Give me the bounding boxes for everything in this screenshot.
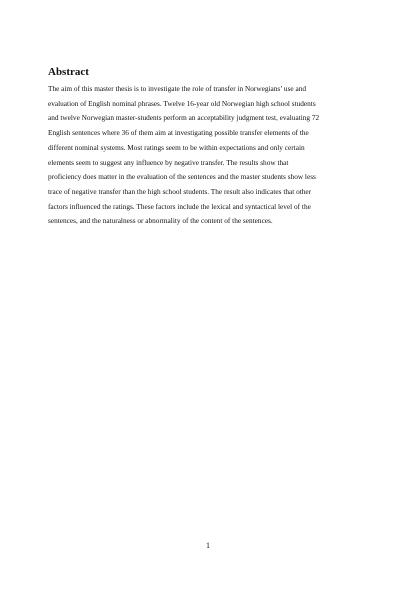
abstract-line: English sentences where 36 of them aim at investigating possible transfer elements of the [48,128,309,138]
abstract-line: sentences, and the naturalness or abnormality of the content of the sentences. [48,216,273,226]
abstract-line: and twelve Norwegian master-students perform an acceptability judgment test, evaluating 72 [48,113,320,123]
abstract-line: The aim of this master thesis is to investigate the role of transfer in Norwegians’ use and [48,84,307,93]
abstract-line: evaluation of English nominal phrases. Twelve 16-year old Norwegian high school students [48,98,316,108]
abstract-line: different nominal systems. Most ratings seem to be within expectations and only certain [48,142,305,152]
abstract-line: elements seem to suggest any influence by negative transfer. The results show that [48,157,289,167]
section-heading: Abstract [48,66,89,78]
abstract-line: proficiency does matter in the evaluation of the sentences and the master students show less [48,172,316,182]
page-number: 1 [206,541,210,550]
abstract-paragraph [48,82,368,229]
abstract-line: trace of negative transfer than the high school students. The result also indicates that other [48,186,312,196]
abstract-line: factors influenced the ratings. These factors include the lexical and syntactical level of the [48,201,311,211]
